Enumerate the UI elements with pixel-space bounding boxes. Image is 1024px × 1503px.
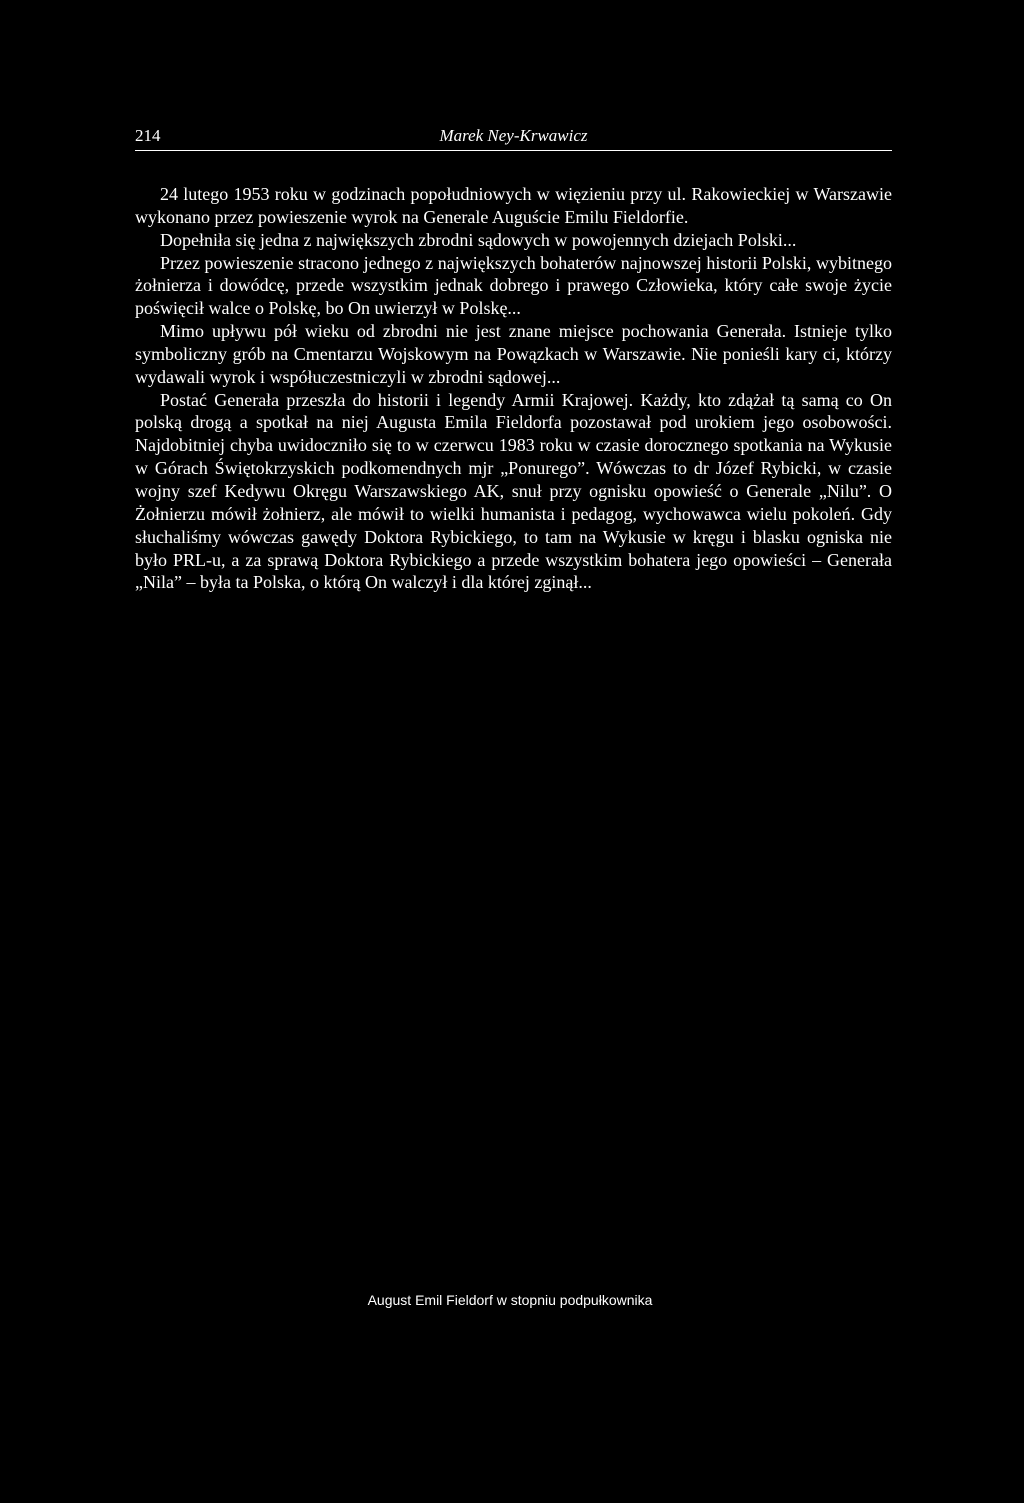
header-rule xyxy=(135,150,892,151)
paragraph: Dopełniła się jedna z największych zbrodni sądowych w powojennych dziejach Polski... xyxy=(160,229,797,250)
running-head-author: Marek Ney-Krwawicz xyxy=(439,126,588,145)
paragraph: Postać Generała przeszła do historii i legendy Armii Krajowej. Każdy, kto zdążał tą samą co On polską drogą a spotkał na niej Augusta Emila Fieldorfa pozostawał pod urokiem jego osobowości. Najdobitniej chyba uwidoczniło się to w czerwcu 1983 roku w czasie dorocznego spotkania na Wykusie w Górach Świętokrzyskich podkomendnych mjr „Ponurego”. Wówczas to dr Józef Rybicki, w czasie wojny szef Kedywu Okręgu Warszawskiego AK, snuł przy ognisku opowieść o Generale „Nilu”. O Żołnierzu mówił żołnierz, ale mówił to wielki humanista i pedagog, wychowawca wielu pokoleń. Gdy słuchaliśmy wówczas gawędy Doktora Rybickiego, to tam na Wykusie w kręgu i blasku ogniska nie było PRL-u, a za sprawą Doktora Rybickiego a przede wszystkim bohatera jego opowieści – Generała „Nila” – była ta Polska, o którą On walczył i dla której zginął... xyxy=(135,389,892,593)
paragraph: Mimo upływu pół wieku od zbrodni nie jest znane miejsce pochowania Generała. Istnieje tylko symboliczny grób na Cmentarzu Wojskowym na Powązkach w Warszawie. Nie ponieśli kary ci, którzy wydawali wyrok i współuczestniczyli w zbrodni sądowej... xyxy=(135,321,892,387)
page-header xyxy=(135,124,892,148)
body-text xyxy=(135,183,892,594)
paragraph: Przez powieszenie stracono jednego z największych bohaterów najnowszej historii Polski, wybitnego żołnierza i dowódcę, przede wszystkim jednak dobrego i prawego Człowieka, który całe swoje życie poświęcił walce o Polskę, bo On uwierzył w Polskę... xyxy=(135,252,892,319)
page-number: 214 xyxy=(135,126,161,145)
paragraph: 24 lutego 1953 roku w godzinach popołudniowych w więzieniu przy ul. Rakowieckiej w Warszawie wykonano przez powieszenie wyrok na Generale Auguście Emilu Fieldorfie. xyxy=(135,184,892,227)
photo-caption: August Emil Fieldorf w stopniu podpułkownika xyxy=(367,1292,653,1308)
